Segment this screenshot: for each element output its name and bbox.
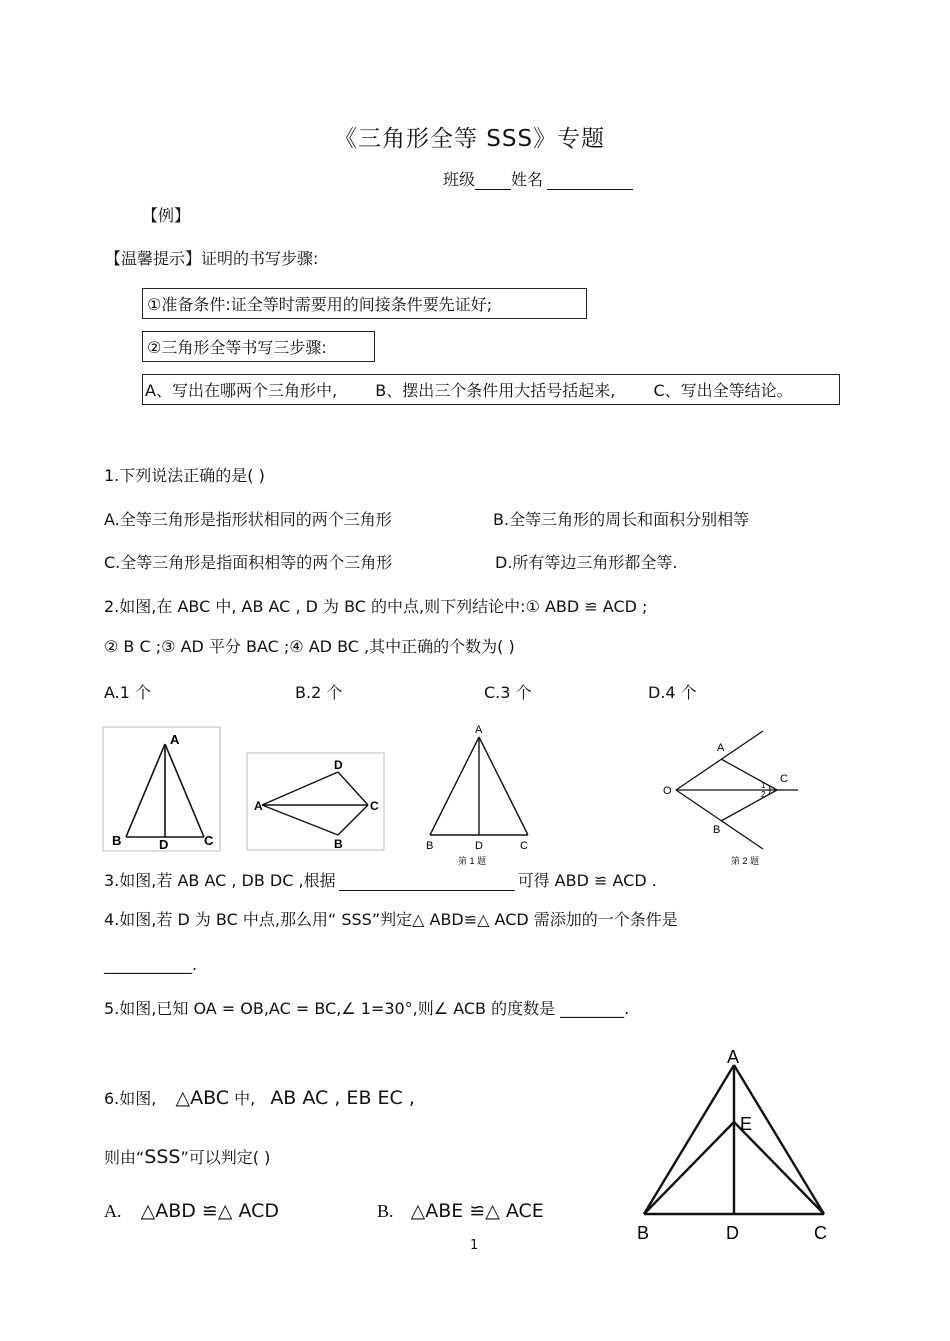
fig3-label-c: C	[520, 840, 528, 852]
q1-option-d[interactable]: D.所有等边三角形都全等.	[495, 553, 678, 572]
tip-step2: ②三角形全等书写三步骤:	[147, 338, 327, 357]
example-label: 【例】	[142, 206, 191, 225]
fig2-label-d: D	[334, 758, 343, 772]
tip-step3-a: A、写出在哪两个三角形中,	[145, 381, 338, 400]
tip-step1-box	[142, 288, 587, 319]
fig4-label-o: O	[663, 785, 672, 797]
class-label: 班级	[443, 170, 476, 189]
q2-option-a[interactable]: A.1 个	[104, 683, 152, 702]
figure-4	[655, 724, 805, 870]
q6-lead: 6.如图,	[104, 1089, 157, 1108]
tip-step3-box	[142, 374, 840, 405]
fig4-angle-1: 1	[761, 781, 766, 790]
page-number: 1	[470, 1238, 479, 1253]
fig3-caption: 第 1 题	[458, 856, 487, 866]
q2-option-c[interactable]: C.3 个	[484, 683, 532, 702]
q6-mid1: 中,	[234, 1089, 256, 1108]
q2-line1: 2.如图,在 ABC 中, AB AC , D 为 BC 的中点,则下列结论中:① ABD ≌ ACD ;	[104, 597, 648, 616]
q3-line	[104, 868, 657, 891]
figure-2	[246, 752, 386, 852]
q5-text: 5.如图,已知 OA = OB,AC = BC,∠ 1=30°,则∠ ACB 的度数是 ________.	[104, 999, 630, 1018]
class-name-line	[443, 167, 633, 190]
q1-option-b[interactable]: B.全等三角形的周长和面积分别相等	[493, 510, 750, 529]
q6-line2-lead: 则由“	[104, 1148, 145, 1167]
q2-option-d[interactable]: D.4 个	[648, 683, 697, 702]
q6-line2-tail: ”可以判定( )	[180, 1148, 271, 1167]
tip-step1: ①准备条件:证全等时需要用的间接条件要先证好;	[147, 295, 493, 314]
q1-option-a[interactable]: A.全等三角形是指形状相同的两个三角形	[104, 510, 392, 529]
q2-line2: ② B C ;③ AD 平分 BAC ;④ AD BC ,其中正确的个数为( )	[104, 637, 515, 656]
figure-1	[102, 726, 222, 853]
fig2-label-c: C	[370, 799, 379, 813]
fig1-label-a: A	[170, 732, 180, 747]
q6-option-b-label: B.	[377, 1201, 394, 1221]
fig2-label-a: A	[254, 799, 263, 813]
name-label: 姓名	[511, 170, 544, 189]
fig2-label-b: B	[334, 837, 343, 851]
q6-line2	[104, 1145, 270, 1168]
fig1-label-c: C	[204, 833, 214, 848]
tip-step3-b: B、摆出三个条件用大括号括起来,	[375, 381, 616, 400]
q6-expr2: AB AC , EB EC ,	[270, 1087, 415, 1109]
q6-line1	[104, 1086, 415, 1109]
page-title: 《三角形全等 SSS》专题	[334, 126, 606, 152]
q6-expr1: △ABC	[175, 1087, 230, 1109]
fig5-label-a: A	[727, 1047, 740, 1067]
q2-option-b[interactable]: B.2 个	[295, 683, 343, 702]
q4-text: 4.如图,若 D 为 BC 中点,那么用“ SSS”判定△ ABD≌△ ACD 需添加的一个条件是	[104, 910, 678, 929]
tip-label: 【温馨提示】证明的书写步骤:	[105, 249, 319, 268]
fig4-caption: 第 2 题	[731, 856, 760, 866]
q6-option-a[interactable]	[104, 1200, 279, 1222]
q6-option-b[interactable]	[377, 1200, 544, 1222]
q4-blank[interactable]: ___________.	[104, 955, 198, 974]
fig3-label-d: D	[475, 840, 483, 852]
tip-step3-c: C、写出全等结论。	[653, 381, 793, 400]
figure-5	[630, 1044, 830, 1244]
figure-3	[420, 720, 540, 870]
fig3-label-a: A	[475, 724, 483, 736]
fig1-label-b: B	[112, 833, 122, 848]
class-blank[interactable]	[475, 171, 511, 190]
q3-blank[interactable]	[339, 872, 515, 891]
fig4-angle-2: 2	[761, 790, 766, 799]
fig5-label-e: E	[740, 1114, 753, 1134]
q6-option-a-label: A.	[104, 1201, 122, 1221]
name-blank[interactable]	[547, 171, 633, 190]
q3-text: 3.如图,若 AB AC , DB DC ,根据	[104, 871, 336, 890]
q6-sss: SSS	[144, 1146, 181, 1168]
tip-step2-box	[142, 331, 375, 362]
q3-tail: 可得 ABD ≌ ACD .	[517, 871, 657, 890]
fig4-label-a: A	[717, 742, 725, 754]
q6-option-a-text: △ABD ≌△ ACD	[140, 1200, 280, 1222]
q1-stem: 1.下列说法正确的是( )	[104, 466, 265, 485]
q6-option-b-text: △ABE ≌△ ACE	[410, 1200, 544, 1222]
fig5-label-b: B	[637, 1223, 650, 1243]
fig4-label-c: C	[780, 773, 788, 785]
fig4-label-b: B	[713, 824, 721, 836]
fig3-label-b: B	[426, 840, 434, 852]
fig5-label-c: C	[814, 1223, 827, 1243]
q1-option-c[interactable]: C.全等三角形是指面积相等的两个三角形	[104, 553, 393, 572]
fig5-label-d: D	[726, 1223, 739, 1243]
fig1-label-d: D	[159, 837, 169, 852]
